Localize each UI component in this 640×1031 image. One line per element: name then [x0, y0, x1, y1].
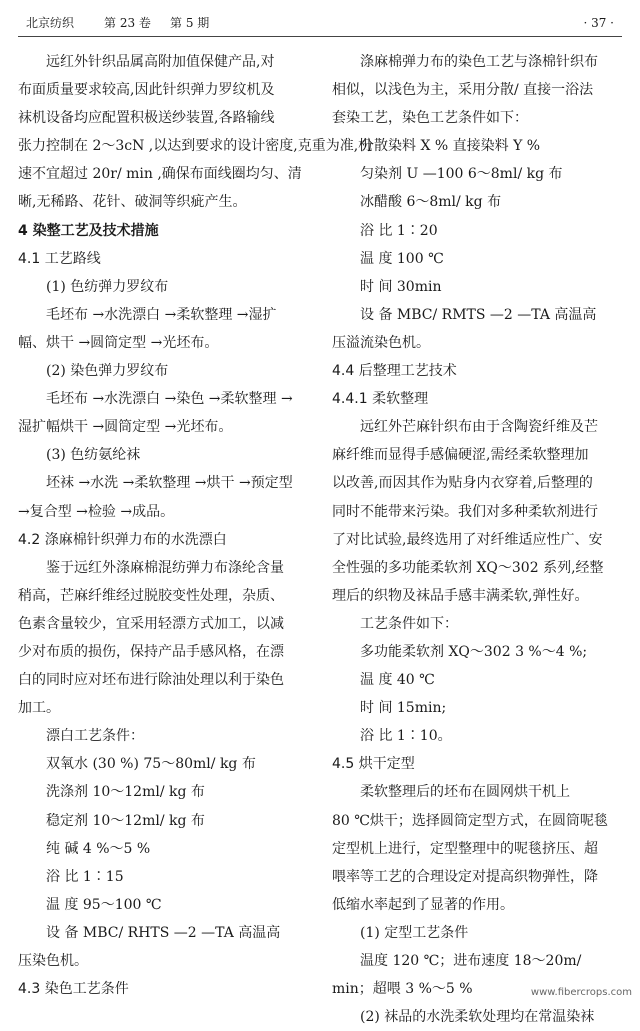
text-line: (1) 定型工艺条件	[360, 924, 469, 941]
right-column	[332, 48, 632, 1031]
text-line: 时 间 15min;	[360, 700, 447, 717]
text-line: 漂白工艺条件：	[46, 728, 144, 745]
text-line: 幅、烘干 →圆筒定型 →光坯布。	[18, 334, 219, 351]
section-heading: 4.5 烘干定型	[332, 756, 415, 773]
text-line: 远红外针织品属高附加值保健产品,对	[46, 54, 275, 70]
text-line: 温 度 40 ℃	[360, 672, 435, 689]
text-line: 远红外芒麻针织布由于含陶瓷纤维及芒	[360, 419, 598, 436]
page-number: · 37 ·	[583, 16, 614, 30]
text-line: (2) 染色弹力罗纹布	[46, 363, 169, 380]
text-line: 冰醋酸 6～8ml/ kg 布	[360, 194, 502, 211]
section-heading: 4 染整工艺及技术措施	[18, 222, 159, 239]
text-line: 了对比试验,最终选用了对纤维适应性广、安	[332, 531, 603, 548]
text-line: 布面质量要求较高,因此针织弹力罗纹机及	[18, 82, 275, 99]
text-line: 浴 比 1∶15	[46, 868, 124, 885]
text-line: 压染色机。	[18, 953, 88, 969]
section-heading: 4.3 染色工艺条件	[18, 981, 129, 998]
text-line: 双氧水 (30 %) 75～80ml/ kg 布	[46, 756, 256, 773]
section-heading: 4.1 工艺路线	[18, 250, 101, 267]
text-line: 晰,无稀路、花针、破洞等织疵产生。	[18, 194, 247, 211]
text-line: 色素含量较少，宜采用轻漂方式加工，以减	[18, 615, 284, 632]
section-heading: 4.4.1 柔软整理	[332, 391, 429, 408]
text-line: 多功能柔软剂 XQ～302 3 %～4 %;	[360, 643, 588, 660]
section-heading: 4.4 后整理工艺技术	[332, 363, 457, 380]
text-line: min；超喂 3 %～5 %	[332, 981, 473, 998]
text-line: 相似，以浅色为主，采用分散/ 直接一浴法	[332, 82, 594, 99]
text-line: 温 度 100 ℃	[360, 250, 444, 267]
watermark-text: www.fibercrops.com	[530, 987, 632, 998]
text-line: 工艺条件如下：	[360, 615, 458, 632]
text-line: →复合型 →检验 →成品。	[18, 503, 175, 520]
text-line: 以改善,而因其作为贴身内衣穿着,后整理的	[332, 475, 593, 492]
text-line: 稍高，芒麻纤维经过脱胶变性处理，杂质、	[18, 587, 284, 604]
text-line: 鉴于远红外涤麻棉混纺弹力布涤纶含量	[46, 559, 284, 576]
text-line: (2) 袜品的水洗柔软处理均在常温染袜	[360, 1009, 595, 1026]
journal-name: 北京纺织	[26, 16, 75, 30]
text-line: 同时不能带来污染。我们对多种柔软剂进行	[332, 503, 598, 520]
text-line: 温度 120 ℃；进布速度 18～20m/	[360, 953, 582, 969]
text-line: 麻纤维而显得手感偏硬涩,需经柔软整理加	[332, 447, 589, 464]
text-line: 涤麻棉弹力布的染色工艺与涤棉针织布	[360, 54, 598, 70]
text-line: 匀染剂 U —100 6～8ml/ kg 布	[360, 166, 563, 183]
text-line: 浴 比 1∶10。	[360, 728, 452, 745]
text-line: 袜机设备均应配置积极送纱装置,各路输线	[18, 110, 275, 127]
text-line: 坯袜 →水洗 →柔软整理 →烘干 →预定型	[46, 475, 293, 492]
volume-number: 第 23 卷	[104, 16, 151, 30]
text-line: 毛坯布 →水洗漂白 →染色 →柔软整理 →	[46, 391, 293, 408]
text-line: 浴 比 1∶20	[360, 222, 438, 239]
text-line: 少对布质的损伤，保持产品手感风格，在漂	[18, 643, 284, 660]
issue-number: 第 5 期	[170, 16, 210, 30]
text-line: 定型机上进行，定型整理中的呢毯挤压、超	[332, 840, 598, 857]
text-line: 套染工艺，染色工艺条件如下：	[332, 110, 528, 127]
text-line: 全性强的多功能柔软剂 XQ～302 系列,经整	[332, 559, 604, 576]
text-line: 洗涤剂 10～12ml/ kg 布	[46, 784, 205, 801]
text-line: 80 ℃烘干；选择圆筒定型方式，在圆筒呢毯	[332, 812, 608, 829]
text-line: 温 度 95～100 ℃	[46, 896, 162, 913]
text-line: 加工。	[18, 700, 60, 717]
text-line: 喂率等工艺的合理设定对提高织物弹性，降	[332, 868, 598, 885]
text-line: 张力控制在 2～3cN ,以达到要求的设计密度,克重为准,机	[18, 138, 373, 155]
text-line: 稳定剂 10～12ml/ kg 布	[46, 812, 205, 829]
left-column	[18, 48, 373, 1003]
text-line: 柔软整理后的坯布在圆网烘干机上	[360, 784, 570, 801]
text-line: 分散染料 X % 直接染料 Y %	[360, 138, 541, 155]
text-line: 白的同时应对坯布进行除油处理以利于染色	[18, 672, 284, 689]
text-line: 湿扩幅烘干 →圆筒定型 →光坯布。	[18, 419, 233, 436]
text-line: 低缩水率起到了显著的作用。	[332, 896, 514, 913]
text-line: 速不宜超过 20r/ min ,确保布面线圈均匀、清	[18, 166, 302, 183]
text-line: 设 备 MBC/ RMTS —2 —TA 高温高	[360, 306, 597, 323]
page-header	[18, 10, 622, 37]
text-line: 毛坯布 →水洗漂白 →柔软整理 →湿扩	[46, 306, 277, 323]
section-heading: 4.2 涤麻棉针织弹力布的水洗漂白	[18, 531, 227, 548]
text-line: (3) 色纺氨纶袜	[46, 447, 141, 464]
text-line: 压溢流染色机。	[332, 334, 430, 351]
text-line: 设 备 MBC/ RHTS —2 —TA 高温高	[46, 924, 281, 941]
text-line: 纯 碱 4 %～5 %	[46, 840, 151, 857]
text-line: 理后的织物及袜品手感丰满柔软,弹性好。	[332, 587, 589, 604]
text-line: (1) 色纺弹力罗纹布	[46, 278, 169, 295]
text-line: 时 间 30min	[360, 278, 442, 295]
